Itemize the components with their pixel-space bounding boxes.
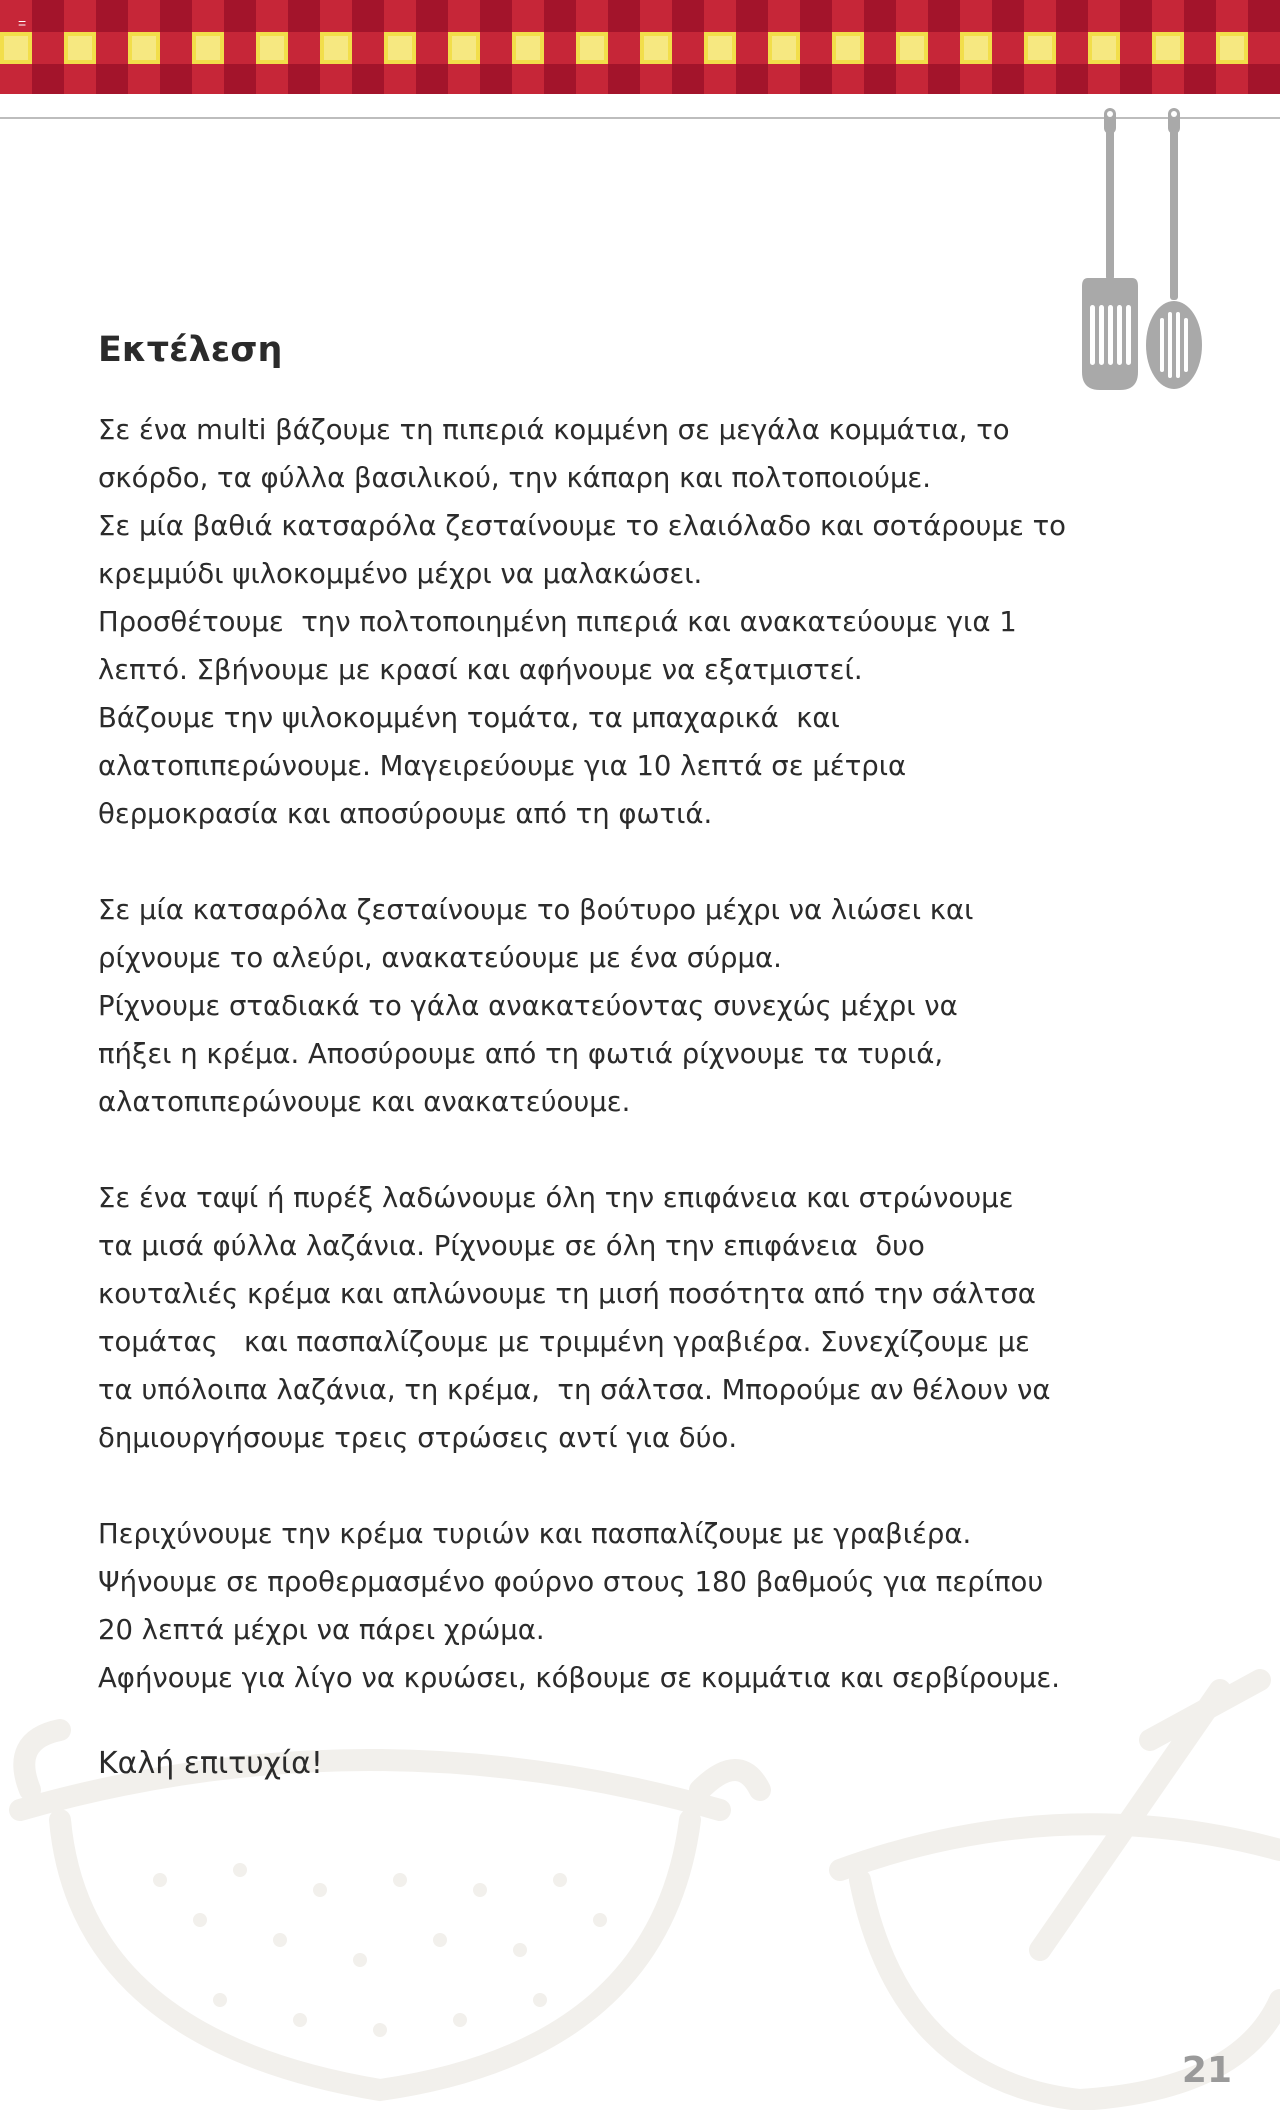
checker-tile [288,0,321,33]
checker-highlight [772,36,796,60]
text-line: τα μισά φύλλα λαζάνια. Ρίχνουμε σε όλη την επιφάνεια δυο [98,1230,925,1262]
text-line: Προσθέτουμε την πολτοποιημένη πιπεριά και ανακατεύουμε για 1 [98,606,1017,638]
checker-tile [672,64,705,94]
checker-highlight [1092,36,1116,60]
checker-tile [0,0,33,33]
checker-tile [864,32,897,65]
checker-tile [800,0,833,33]
page-number: 21 [1181,2050,1232,2091]
checker-tile [224,32,257,65]
checker-highlight [132,36,156,60]
checker-highlight [644,36,668,60]
checker-highlight [900,36,924,60]
checker-tile [1056,32,1089,65]
instruction-paragraph [98,406,1098,838]
checker-tile [928,64,961,94]
text-line: Σε ένα multi βάζουμε τη πιπεριά κομμένη σε μεγάλα κομμάτια, το [98,414,1010,446]
text-line: Σε ένα ταψί ή πυρέξ λαδώνουμε όλη την επιφάνεια και στρώνουμε [98,1182,1014,1214]
checker-highlight [68,36,92,60]
checker-tile [192,64,225,94]
checker-highlight [260,36,284,60]
checker-tile [1184,0,1217,33]
checker-tile [864,0,897,33]
checker-tile [1120,64,1153,94]
checker-tile [320,0,353,33]
checker-tile [384,64,417,94]
checker-tile [224,0,257,33]
instruction-paragraph [98,1510,1098,1702]
section-title: Εκτέλεση [98,330,283,370]
text-line: Βάζουμε την ψιλοκομμένη τομάτα, τα μπαχαρικά και [98,702,840,734]
checker-tile [576,64,609,94]
checker-tile [1152,64,1185,94]
checker-tile [992,64,1025,94]
checker-tile [960,64,993,94]
closing-wish: Καλή επιτυχία! [98,1746,323,1781]
checker-tile [256,0,289,33]
checker-tile [512,64,545,94]
checker-tile [1184,32,1217,65]
checker-highlight [388,36,412,60]
checker-tile [192,0,225,33]
text-line: Αφήνουμε για λίγο να κρυώσει, κόβουμε σε κομμάτια και σερβίρουμε. [98,1662,1060,1694]
checker-tile [416,0,449,33]
text-line: Σε μία βαθιά κατσαρόλα ζεσταίνουμε το ελαιόλαδο και σοτάρουμε το [98,510,1066,542]
checker-tile [896,64,929,94]
checker-tile [1184,64,1217,94]
checker-tile [1248,0,1280,33]
checker-tile [896,0,929,33]
checker-tile [800,64,833,94]
checker-tile [1248,32,1280,65]
instruction-paragraph [98,886,1098,1126]
checker-tile [992,0,1025,33]
checker-tile [640,64,673,94]
checker-tile [768,0,801,33]
checker-tile [480,32,513,65]
text-line: κρεμμύδι ψιλοκομμένο μέχρι να μαλακώσει. [98,558,703,590]
instruction-paragraph [98,1174,1098,1462]
checkered-header-band [0,0,1280,94]
text-line: αλατοπιπερώνουμε και ανακατεύουμε. [98,1086,631,1118]
checker-tile [736,0,769,33]
checker-tile [928,32,961,65]
checker-tile [128,0,161,33]
checker-tile [32,32,65,65]
checker-tile [640,0,673,33]
checker-tile [1216,0,1249,33]
text-line: τομάτας και πασπαλίζουμε με τριμμένη γραβιέρα. Συνεχίζουμε με [98,1326,1030,1358]
text-line: κουταλιές κρέμα και απλώνουμε τη μισή ποσότητα από την σάλτσα [98,1278,1036,1310]
checker-tile [320,64,353,94]
checker-tile [608,64,641,94]
checker-tile [288,32,321,65]
checker-tile [32,64,65,94]
text-line: λεπτό. Σβήνουμε με κρασί και αφήνουμε να εξατμιστεί. [98,654,863,686]
checker-highlight [4,36,28,60]
checker-tile [160,64,193,94]
checker-tile [672,32,705,65]
checker-tile [1216,64,1249,94]
checker-tile [0,64,33,94]
checker-tile [928,0,961,33]
text-line: θερμοκρασία και αποσύρουμε από τη φωτιά. [98,798,713,830]
checker-tile [992,32,1025,65]
checker-highlight [1028,36,1052,60]
text-line: Σε μία κατσαρόλα ζεσταίνουμε το βούτυρο μέχρι να λιώσει και [98,894,974,926]
checker-highlight [1220,36,1244,60]
text-line: τα υπόλοιπα λαζάνια, τη κρέμα, τη σάλτσα. Μπορούμε αν θέλουν να [98,1374,1051,1406]
checker-tile [768,64,801,94]
checker-tile [608,32,641,65]
checker-tile [1088,64,1121,94]
checker-tile [1088,0,1121,33]
text-line: ρίχνουμε το αλεύρι, ανακατεύουμε με ένα σύρμα. [98,942,782,974]
text-line: αλατοπιπερώνουμε. Μαγειρεύουμε για 10 λεπτά σε μέτρια [98,750,907,782]
checker-tile [416,32,449,65]
checker-tile [1056,64,1089,94]
checker-tile [128,64,161,94]
checker-tile [544,0,577,33]
checker-tile [160,32,193,65]
checker-highlight [964,36,988,60]
text-line: πήξει η κρέμα. Αποσύρουμε από τη φωτιά ρίχνουμε τα τυριά, [98,1038,944,1070]
text-line: Ρίχνουμε σταδιακά το γάλα ανακατεύοντας συνεχώς μέχρι να [98,990,958,1022]
checker-tile [448,0,481,33]
checker-tile [256,64,289,94]
text-line: Περιχύνουμε την κρέμα τυριών και πασπαλίζουμε με γραβιέρα. [98,1518,972,1550]
checker-tile [480,0,513,33]
checker-tile [736,32,769,65]
checker-tile [704,64,737,94]
checker-tile [1120,0,1153,33]
checker-tile [736,64,769,94]
checker-highlight [836,36,860,60]
checker-tile [416,64,449,94]
checker-tile [544,64,577,94]
text-line: δημιουργήσουμε τρεις στρώσεις αντί για δύο. [98,1422,738,1454]
checker-tile [864,64,897,94]
checker-tile [1024,64,1057,94]
checker-highlight [708,36,732,60]
checker-tile [704,0,737,33]
checker-highlight [324,36,348,60]
text-line: 20 λεπτά μέχρι να πάρει χρώμα. [98,1614,545,1646]
checker-tile [576,0,609,33]
checker-tile [1024,0,1057,33]
checker-tile [96,0,129,33]
checker-tile [544,32,577,65]
checker-highlight [580,36,604,60]
checker-tile [832,64,865,94]
checker-tile [832,0,865,33]
checker-tile [608,0,641,33]
checker-tile [96,32,129,65]
checker-highlight [196,36,220,60]
checker-tile [352,64,385,94]
checker-tile [1056,0,1089,33]
checker-tile [512,0,545,33]
checker-tile [160,0,193,33]
checker-tile [1120,32,1153,65]
checker-tile [96,64,129,94]
checker-highlight [1156,36,1180,60]
menu-mark: = [18,15,27,31]
checker-tile [352,32,385,65]
checker-highlight [516,36,540,60]
checker-tile [1248,64,1280,94]
text-line: σκόρδο, τα φύλλα βασιλικού, την κάπαρη και πολτοποιούμε. [98,462,932,494]
checker-tile [288,64,321,94]
checker-tile [352,0,385,33]
checker-highlight [452,36,476,60]
checker-tile [224,64,257,94]
recipe-instructions [98,320,1098,1788]
checker-tile [672,0,705,33]
checker-tile [480,64,513,94]
checker-tile [384,0,417,33]
checker-tile [448,64,481,94]
checker-tile [32,0,65,33]
checker-tile [64,0,97,33]
text-line: Ψήνουμε σε προθερμασμένο φούρνο στους 180 βαθμούς για περίπου [98,1566,1044,1598]
checker-tile [64,64,97,94]
checker-tile [1152,0,1185,33]
checker-tile [960,0,993,33]
checker-tile [800,32,833,65]
